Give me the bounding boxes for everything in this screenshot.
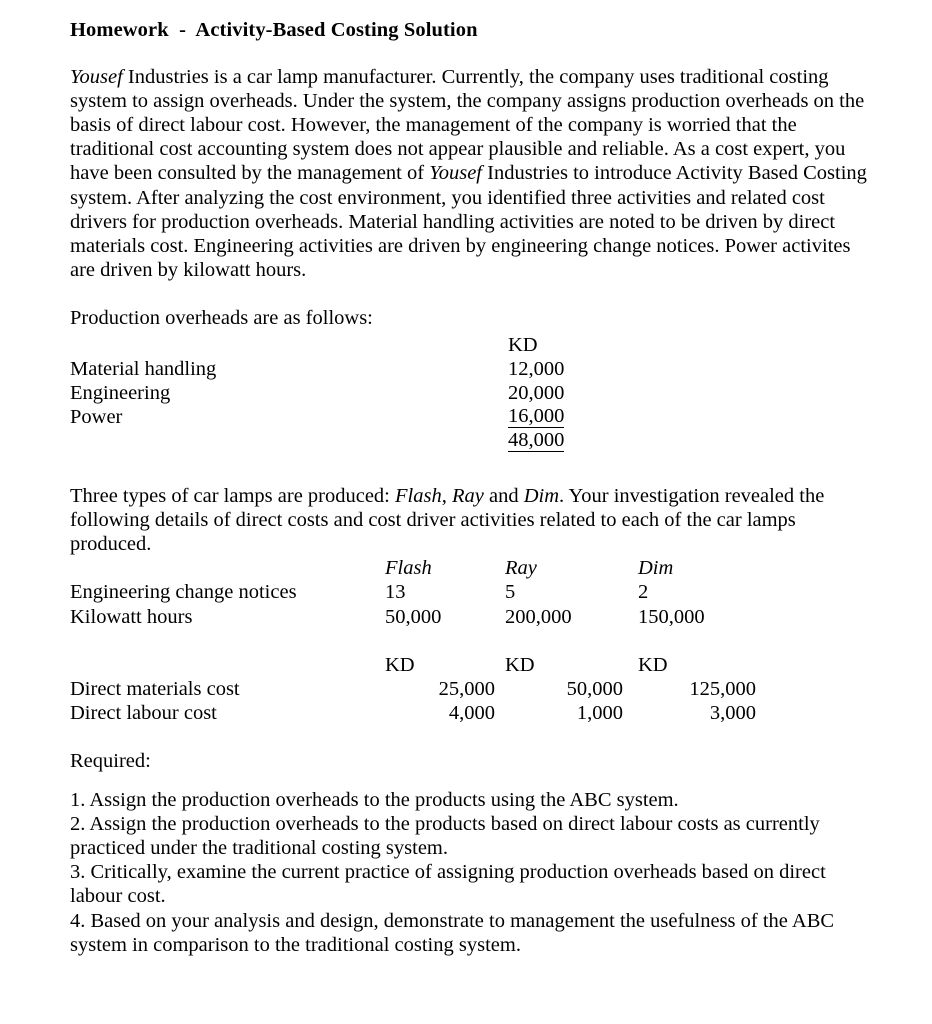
cost-header-flash-currency: KD [385,653,415,676]
intro-text-1: Industries is a car lamp manufacturer. Currently, the company uses traditional costing system to assign overheads. Under the system, the company assigns production overheads on the basis of direct labour cost. However, the management of the company is worried that the traditional cost accounting system does not appear plausible and reliable. As a cost expert, you have been consulted by the management of [70,65,865,185]
cost-cell-dim: 3,000 [709,702,756,725]
driver-cell-ray: 5 [505,581,516,604]
driver-header-flash: Flash [385,557,432,580]
spacer [70,774,870,788]
driver-cell-dim: 150,000 [638,605,705,628]
overheads-row-value: 20,000 [508,382,565,404]
driver-row-label: Engineering change notices [70,581,297,604]
overheads-currency-header: KD [508,333,538,356]
overheads-total-value: 48,000 [508,429,565,452]
lamps-text-3: and [483,484,524,507]
overheads-total-row [70,429,870,453]
required-item: 1. Assign the production overheads to the products using the ABC system. [70,788,679,811]
cost-cell-flash: 4,000 [448,702,495,725]
document-content [70,18,870,957]
driver-cell-dim: 2 [638,581,649,604]
driver-row-label: Kilowatt hours [70,605,193,628]
cost-cell-dim: 125,000 [689,677,756,700]
spacer [70,725,870,749]
overheads-row-label: Power [70,406,123,429]
cost-cell-ray: 1,000 [576,702,623,725]
spacer [70,282,870,306]
required-heading: Required: [70,750,151,773]
cost-header-ray-currency: KD [505,653,535,676]
overheads-header-row [70,333,870,357]
lamps-paragraph [70,484,870,557]
driver-header-dim: Dim [638,557,674,580]
driver-header-ray: Ray [505,557,537,580]
cost-cell-ray: 50,000 [566,677,623,700]
cost-row-label: Direct labour cost [70,702,217,725]
driver-table-header-row [70,556,870,580]
overheads-row [70,381,870,405]
direct-cost-table [70,653,870,726]
intro-paragraph [70,65,870,283]
table-row [70,677,870,701]
table-row [70,605,870,629]
driver-cell-flash: 50,000 [385,605,442,628]
page-title: Homework - Activity-Based Costing Solution [70,19,478,41]
required-item: 3. Critically, examine the current practice of assigning production overheads based on direct labour cost. [70,861,826,908]
cost-table-header-row [70,653,870,677]
table-row [70,580,870,604]
company-name-italic-2: Yousef [429,162,482,185]
overheads-row-value: 12,000 [508,357,565,380]
required-item: 2. Assign the production overheads to the products based on direct labour costs as currently practiced under the traditional costing system. [70,812,820,859]
overheads-row-label: Material handling [70,357,217,380]
cost-cell-flash: 25,000 [438,677,495,700]
spacer [70,629,870,653]
overheads-row [70,405,870,429]
lamps-text-2: , [441,484,452,507]
overheads-row-value: 16,000 [508,405,565,428]
lamp-name-ray: Ray [451,484,484,507]
driver-cell-flash: 13 [385,581,406,604]
overheads-row-label: Engineering [70,382,171,404]
table-row [70,701,870,725]
lamp-name-flash: Flash [395,484,442,507]
required-item: 4. Based on your analysis and design, demonstrate to management the usefulness of the ABC system in comparison to the traditional costing system. [70,909,835,956]
overheads-lead-in: Production overheads are as follows: [70,307,373,330]
lamps-text-1: Three types of car lamps are produced: [70,484,396,507]
spacer [70,454,870,484]
lamp-name-dim: Dim [523,484,560,507]
required-list [70,788,870,957]
cost-header-dim-currency: KD [638,653,668,676]
overheads-row [70,357,870,381]
company-name-italic-1: Yousef [70,65,123,88]
overheads-table [70,333,870,454]
lamps-text-4: . Your investigation revealed the following details of direct costs and cost driver activities related to each of the car lamps produced. [70,484,825,555]
driver-cell-ray: 200,000 [505,605,572,628]
cost-row-label: Direct materials cost [70,677,240,700]
intro-text-2: Industries to introduce Activity Based Costing system. After analyzing the cost environment, you identified three activities and related cost drivers for production overheads. Material handling activities are noted to be driven by direct materials cost. Engineering activities are driven by engineering change notices. Power activites are driven by kilowatt hours. [70,162,867,282]
cost-driver-table [70,556,870,629]
